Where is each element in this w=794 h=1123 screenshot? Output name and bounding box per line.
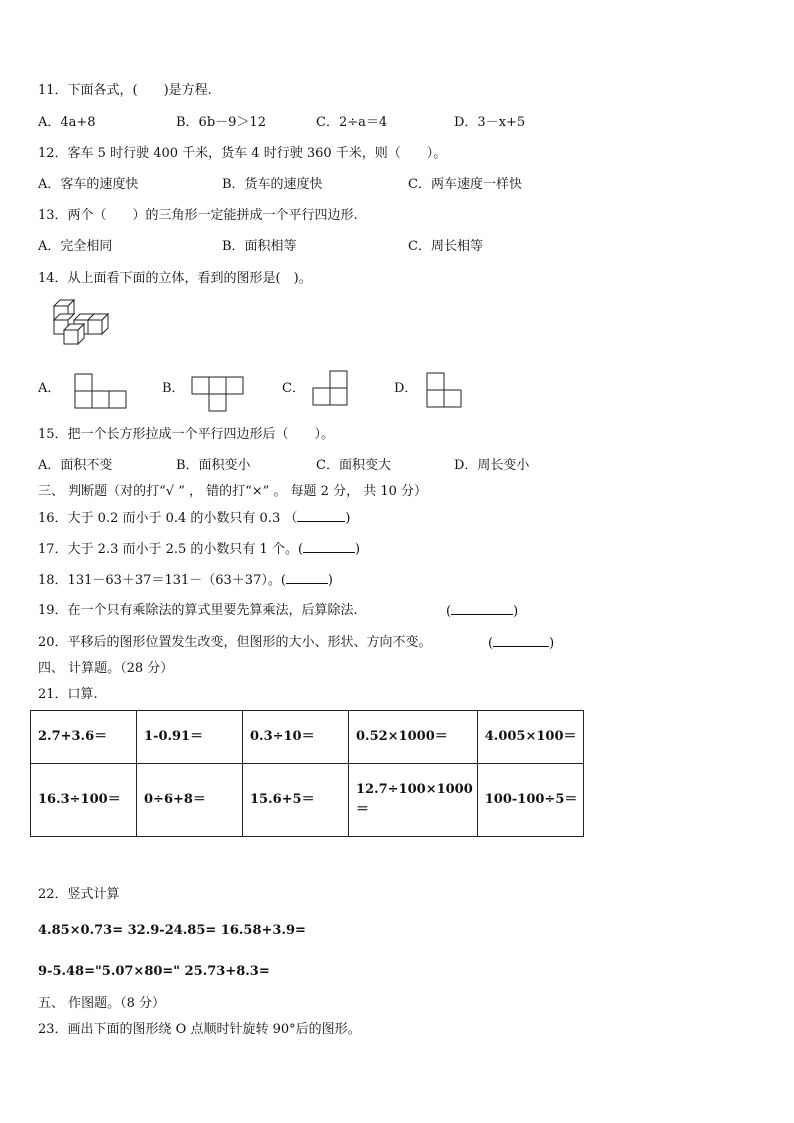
table-row	[31, 711, 584, 764]
table-row	[31, 764, 584, 837]
q11-stem: 11．下面各式，( )是方程.	[38, 83, 212, 98]
cube-stack-figure	[48, 298, 114, 352]
q16-close-paren: )	[345, 511, 351, 526]
table-cell: 2.7+3.6＝	[31, 711, 137, 764]
section-3-heading: 三、 判断题（对的打“√ ” ， 错的打“×” 。 每题 2 分， 共 10 分）	[38, 484, 428, 499]
section-4-heading: 四、 计算题。（28 分）	[38, 661, 174, 676]
q15-option-a: A．面积不变	[38, 458, 113, 473]
table-cell: 100-100÷5＝	[477, 764, 583, 837]
q12-option-b: B．货车的速度快	[222, 177, 323, 192]
q12-option-a: A．客车的速度快	[38, 177, 139, 192]
q19-answer	[446, 602, 518, 621]
table-cell: 16.3÷100＝	[31, 764, 137, 837]
option-a-shape	[74, 373, 128, 409]
q20-answer-blank[interactable]	[493, 634, 549, 647]
q15-option-d: D．周长变小	[454, 458, 530, 473]
q13-stem: 13．两个（ ）的三角形一定能拼成一个平行四边形.	[38, 208, 358, 223]
table-cell: 0.3÷10＝	[243, 711, 349, 764]
section-5-heading: 五、 作图题。（8 分）	[38, 996, 166, 1011]
q20-answer	[488, 634, 554, 653]
q13-option-b: B．面积相等	[222, 239, 297, 254]
q22-stem: 22．竖式计算	[38, 887, 120, 902]
option-c-shape	[312, 370, 350, 408]
option-b-shape	[191, 376, 245, 412]
q18-answer-blank[interactable]	[286, 571, 328, 584]
q20-close-paren: )	[549, 636, 555, 651]
q22-expressions-line-1: 4.85×0.73= 32.9-24.85= 16.58+3.9=	[38, 923, 306, 938]
q15-option-b: B．面积变小	[176, 458, 251, 473]
q16-stem: 16．大于 0.2 而小于 0.4 的小数只有 0.3 （	[38, 511, 298, 526]
q14-option-c: C．	[282, 381, 305, 396]
mental-calc-table	[30, 710, 584, 837]
q11-option-a: A．4a+8	[38, 115, 96, 130]
q22-expressions-line-2: 9-5.48="5.07×80=" 25.73+8.3=	[38, 964, 270, 979]
q11-option-d: D．3－x+5	[454, 115, 526, 130]
table-cell: 12.7÷100×1000＝	[349, 764, 478, 837]
table-cell: 4.005×100＝	[477, 711, 583, 764]
table-cell: 0÷6+8＝	[137, 764, 243, 837]
q13-option-a: A．完全相同	[38, 239, 113, 254]
q17-close-paren: )	[355, 542, 361, 557]
q11-option-c: C．2÷a＝4	[316, 115, 388, 130]
q14-option-d: D．	[394, 381, 418, 396]
q12-option-c: C．两车速度一样快	[408, 177, 522, 192]
q18-stem: 18．131－63＋37＝131－（63＋37）。(	[38, 573, 286, 588]
q14-option-a: A．	[38, 381, 61, 396]
q18-close-paren: )	[327, 573, 333, 588]
q14-stem: 14．从上面看下面的立体，看到的图形是( )。	[38, 271, 312, 286]
q23-stem: 23．画出下面的图形绕 O 点顺时针旋转 90°后的图形。	[38, 1022, 361, 1037]
q21-stem: 21．口算.	[38, 687, 98, 702]
q17-stem: 17．大于 2.3 而小于 2.5 的小数只有 1 个。(	[38, 542, 304, 557]
q19-answer-blank[interactable]	[451, 602, 513, 615]
table-cell: 0.52×1000＝	[349, 711, 478, 764]
q16-text	[38, 509, 350, 528]
option-d-shape	[426, 372, 464, 410]
q14-option-b: B．	[162, 381, 185, 396]
q17-answer-blank[interactable]	[303, 540, 355, 553]
table-cell: 15.6+5＝	[243, 764, 349, 837]
q18-text	[38, 571, 333, 590]
q17-text	[38, 540, 360, 559]
q15-stem: 15．把一个长方形拉成一个平行四边形后（ ）。	[38, 427, 335, 442]
table-cell: 1-0.91＝	[137, 711, 243, 764]
q19-close-paren: )	[513, 604, 519, 619]
q20-open-paren: (	[488, 636, 494, 651]
q12-stem: 12．客车 5 时行驶 400 千米，货车 4 时行驶 360 千米，则（ ）。	[38, 146, 447, 161]
q16-answer-blank[interactable]	[297, 509, 345, 522]
q19-open-paren: (	[446, 604, 452, 619]
q13-option-c: C．周长相等	[408, 239, 483, 254]
q20-stem: 20．平移后的图形位置发生改变，但图形的大小、形状、方向不变。	[38, 635, 432, 650]
q19-stem: 19．在一个只有乘除法的算式里要先算乘法，后算除法.	[38, 603, 358, 618]
q15-option-c: C．面积变大	[316, 458, 391, 473]
q11-option-b: B．6b－9＞12	[176, 115, 266, 130]
